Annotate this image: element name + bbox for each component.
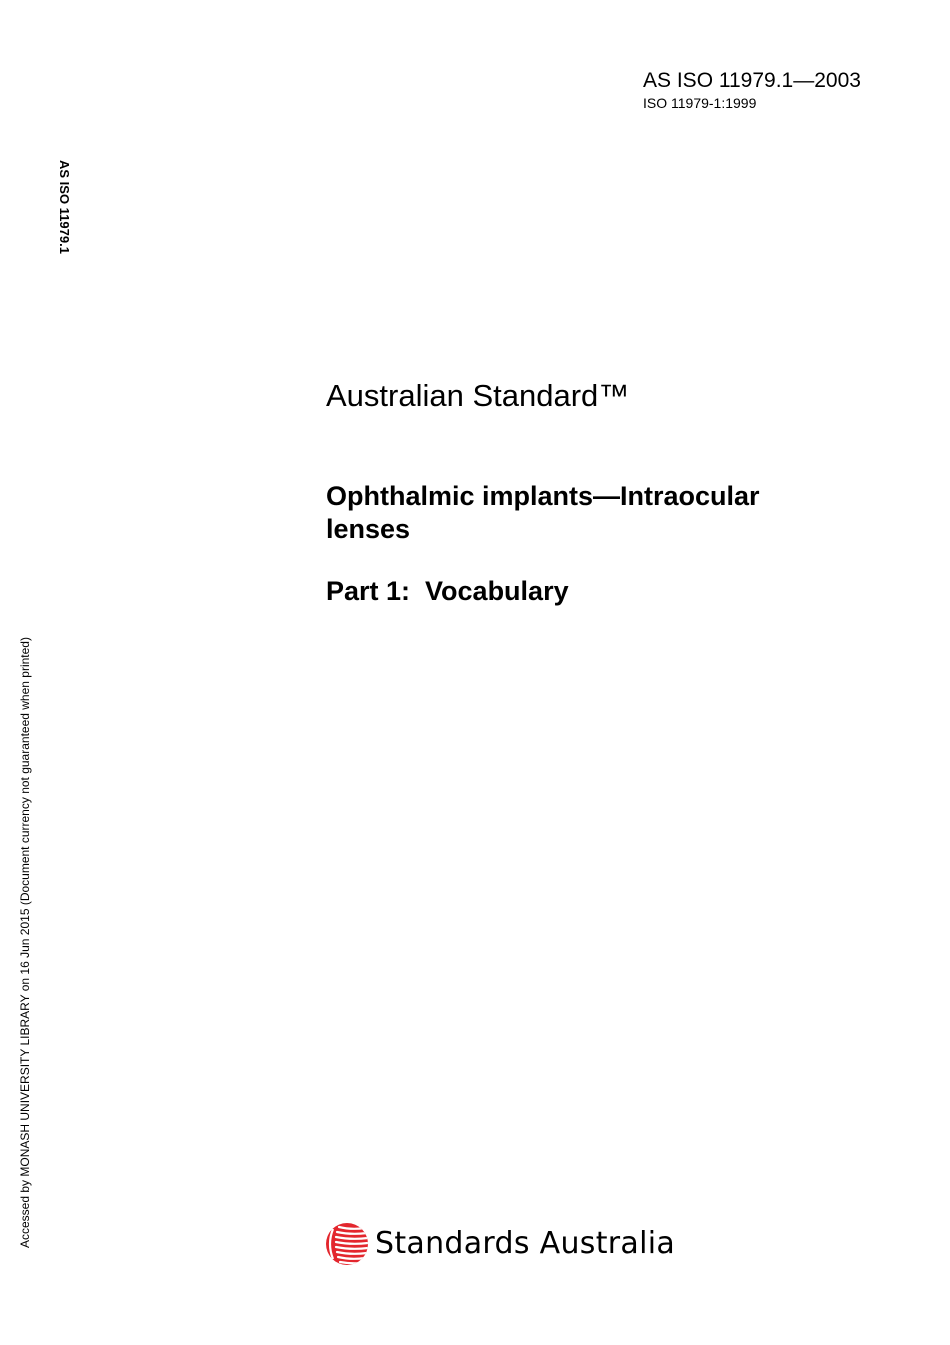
- publisher-name: Standards Australia: [375, 1226, 676, 1261]
- standard-number: AS ISO 11979.1—2003: [643, 69, 861, 92]
- publisher-logo: [325, 1221, 725, 1269]
- access-note-text: Accessed by MONASH UNIVERSITY LIBRARY on 16 Jun 2015 (Document currency not guaranteed when printed): [18, 637, 32, 1248]
- spine-code-text: AS ISO 11979.1: [57, 160, 72, 254]
- document-part: Part 1: Vocabulary: [326, 576, 569, 606]
- standards-australia-logo-icon: [325, 1221, 369, 1267]
- access-note: [18, 596, 38, 1248]
- document-kind: Australian Standard™: [326, 378, 630, 413]
- document-title: Ophthalmic implants—Intraocular lenses: [326, 481, 760, 544]
- iso-number: ISO 11979-1:1999: [643, 95, 757, 111]
- spine-code: [52, 160, 76, 270]
